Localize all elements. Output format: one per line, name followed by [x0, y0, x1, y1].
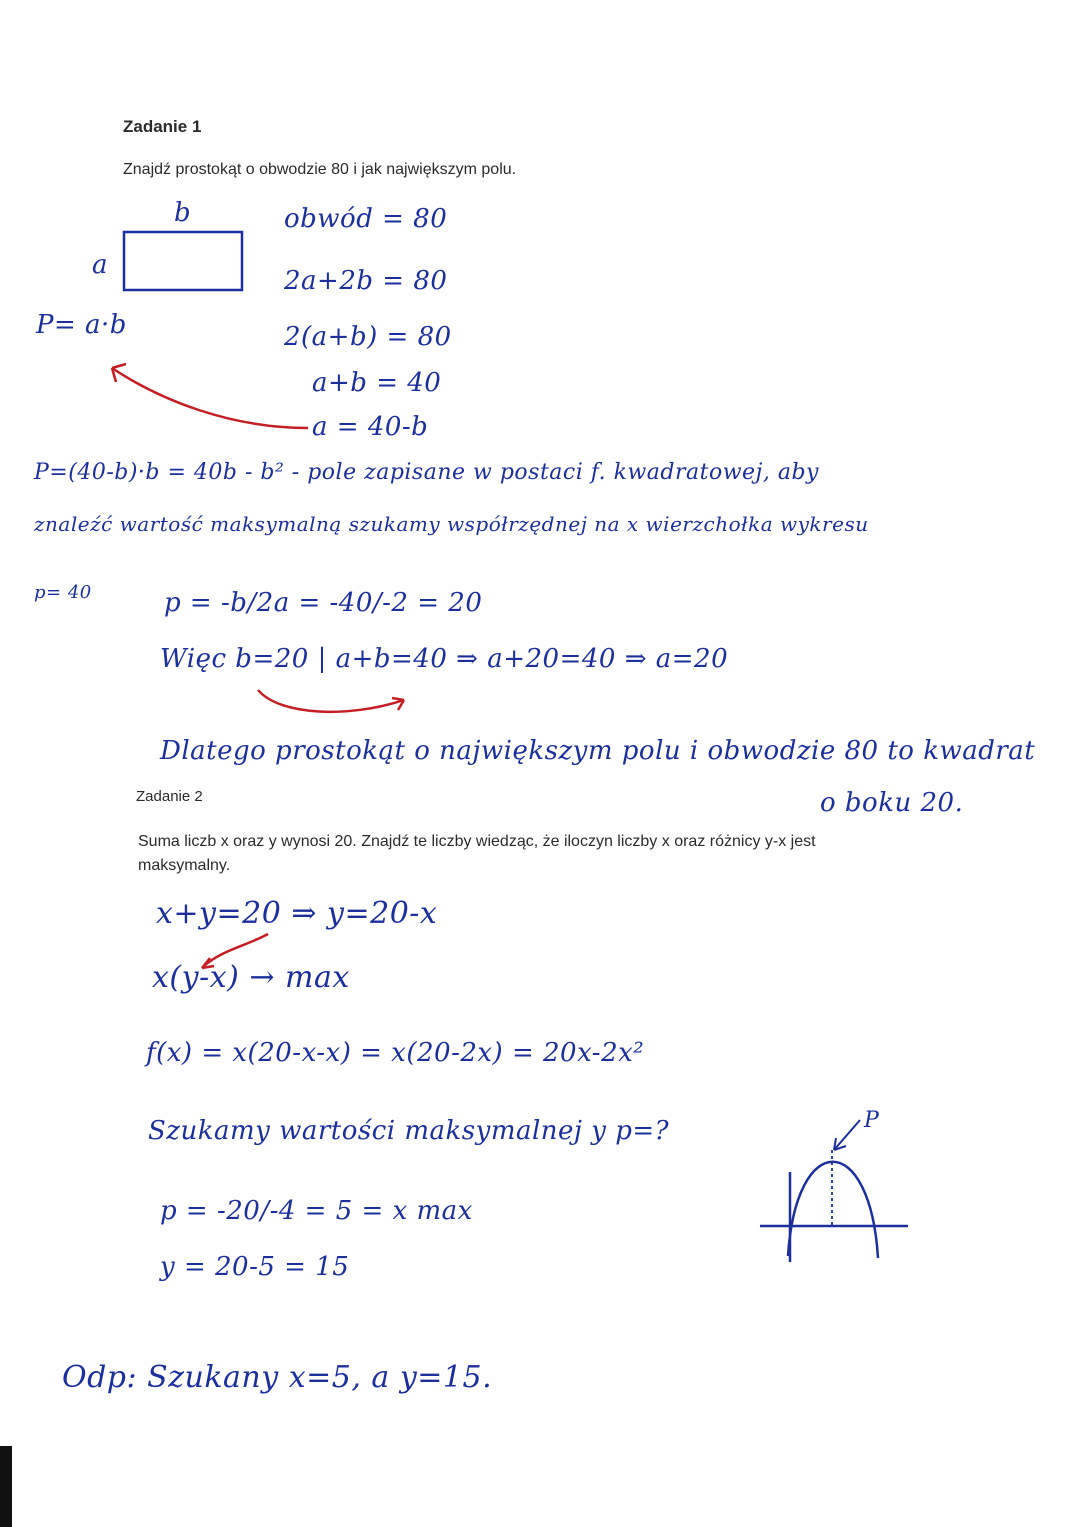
graph-parabola: [788, 1162, 878, 1258]
graph-label-p: P: [864, 1108, 880, 1133]
eq-factor: 2(a+b) = 80: [284, 322, 452, 352]
crossed-note: p= 40: [34, 582, 92, 603]
b-substitution-arrow: [258, 690, 404, 712]
eq-sum: a+b = 40: [312, 368, 442, 398]
eq-a: a = 40-b: [312, 412, 429, 442]
eq-perimeter: obwód = 80: [284, 204, 448, 234]
line-p-quadratic: P=(40-b)·b = 40b - b² - pole zapisane w postaci f. kwadratowej, aby: [34, 460, 819, 485]
eq-product-max: x(y-x) → max: [152, 960, 350, 995]
rectangle-sketch: [124, 232, 242, 290]
conclusion-line1: Dlatego prostokąt o największym polu i obwodzie 80 to kwadrat: [160, 736, 1036, 766]
conclusion-line2: o boku 20.: [820, 788, 964, 818]
task1-prompt: Znajdź prostokąt o obwodzie 80 i jak największym polu.: [123, 161, 517, 178]
graph-vertex-arrow: [834, 1120, 860, 1150]
p-formula: p = -b/2a = -40/-2 = 20: [164, 588, 483, 618]
label-b: b: [174, 198, 192, 228]
line-so-b: Więc b=20 | a+b=40 ⇒ a+20=40 ⇒ a=20: [160, 644, 729, 674]
line-find-vertex: znaleźć wartość maksymalną szukamy współrzędnej na x wierzchołka wykresu: [34, 512, 869, 536]
eq-vertex: p = -20/-4 = 5 = x max: [160, 1196, 473, 1226]
eq-search-max: Szukamy wartości maksymalnej y p=?: [148, 1116, 670, 1146]
task2-title: Zadanie 2: [136, 788, 203, 805]
eq-y-value: y = 20-5 = 15: [160, 1252, 350, 1282]
label-a: a: [92, 250, 109, 280]
answer: Odp: Szukany x=5, a y=15.: [62, 1360, 493, 1395]
substitution-arrow: [112, 368, 308, 428]
area-formula: P= a·b: [36, 310, 127, 340]
task1-title: Zadanie 1: [123, 117, 202, 136]
task2-prompt-line1: Suma liczb x oraz y wynosi 20. Znajdź te liczby wiedząc, że iloczyn liczby x oraz różnicy y-x jest: [138, 833, 816, 850]
page-corner-shadow: [0, 1446, 12, 1527]
y-substitution-arrow: [204, 934, 268, 966]
task2-prompt-line2: maksymalny.: [138, 857, 231, 874]
eq-function: f(x) = x(20-x-x) = x(20-2x) = 20x-2x²: [146, 1038, 645, 1068]
eq-2a2b: 2a+2b = 80: [284, 266, 448, 296]
eq-sum-xy: x+y=20 ⇒ y=20-x: [156, 896, 438, 931]
